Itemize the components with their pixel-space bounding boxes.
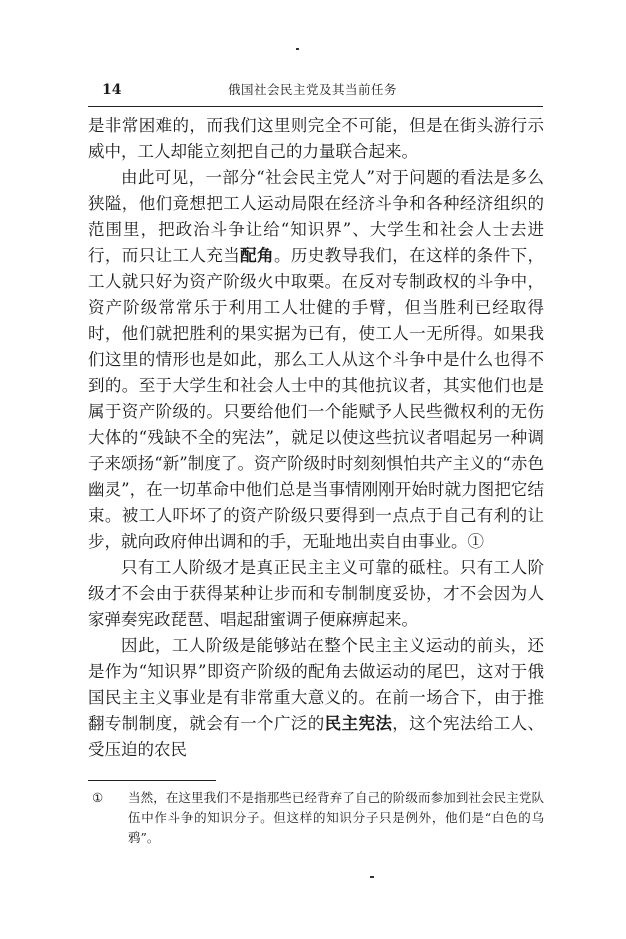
- running-title: 俄国社会民主党及其当前任务: [228, 82, 398, 97]
- paragraph: [88, 633, 544, 763]
- page-number: 14: [102, 82, 122, 98]
- paragraph: [88, 555, 544, 633]
- paragraph-text: 由此可见，一部分“社会民主党人”对于问题的看法是多么狭隘，他们竟想把工人运动局限在经济斗争和各种经济组织的范围里，把政治斗争让给“知识界”、大学生和社会人士去进行，而只让工人充当: [88, 168, 544, 265]
- page-speck-bottom: [370, 876, 374, 878]
- paragraph-text: 是非常困难的，而我们这里则完全不可能，但是在街头游行示威中，工人却能立刻把自己的力量联合起来。: [88, 116, 544, 161]
- paragraph: [88, 165, 544, 555]
- footnote-mark: ①: [92, 790, 104, 805]
- body-text: [88, 113, 544, 763]
- header-rule: [88, 106, 543, 107]
- footnote-text: 当然，在这里我们不是指那些已经背弃了自己的阶级而参加到社会民主党队伍中作斗争的知识分子。但这样的知识分子只是例外，他们是“白色的乌鸦”。: [128, 790, 544, 845]
- paragraph-text: 因此，工人阶级是能够站在整个民主主义运动的前头，还是作为“知识界”即资产阶级的配角去做运动的尾巴，这对于俄国民主主义事业是有非常重大意义的。在前一场合下，由于推翻专制制度，就会有一个广泛的: [88, 636, 544, 733]
- footnote: [88, 788, 544, 848]
- paragraph-text: 只有工人阶级才是真正民主主义可靠的砥柱。只有工人阶级才不会由于获得某种让步而和专制制度妥协，才不会因为人家弹奏宪政琵琶、唱起甜蜜调子便麻痹起来。: [88, 558, 544, 629]
- emphasis-text: 民主宪法: [324, 714, 393, 733]
- paragraph-text: 。历史教导我们，在这样的条件下，工人就只好为资产阶级火中取栗。在反对专制政权的斗争中，资产阶级常常乐于利用工人壮健的手臂，但当胜利已经取得时，他们就把胜利的果实据为已有，使工人一无所得。如果我们这里的情形也是如此，那么工人从这个斗争中是什么也得不到的。至于大学生和社会人士中的其他抗议者，其实他们也是属于资产阶级的。只要给他们一个能赋予人民些微权利的无伤大体的“残缺不全的宪法”，就足以使这些抗议者唱起另一种调子来颂扬“新”制度了。资产阶级时时刻刻惧怕共产主义的“赤色幽灵”，在一切革命中他们总是当事情刚刚开始时就力图把它结束。被工人吓坏了的资产阶级只要得到一点点于自己有利的让步，就向政府伸出调和的手，无耻地出卖自由事业。①: [88, 246, 545, 551]
- page-speck-top: [296, 48, 299, 50]
- footnote-rule: [88, 780, 216, 781]
- paragraph-text: ，这个宪法给工人、受压迫的农民: [88, 714, 545, 759]
- paragraph: [88, 113, 544, 165]
- emphasis-text: 配角: [240, 246, 274, 265]
- running-header: [88, 80, 543, 100]
